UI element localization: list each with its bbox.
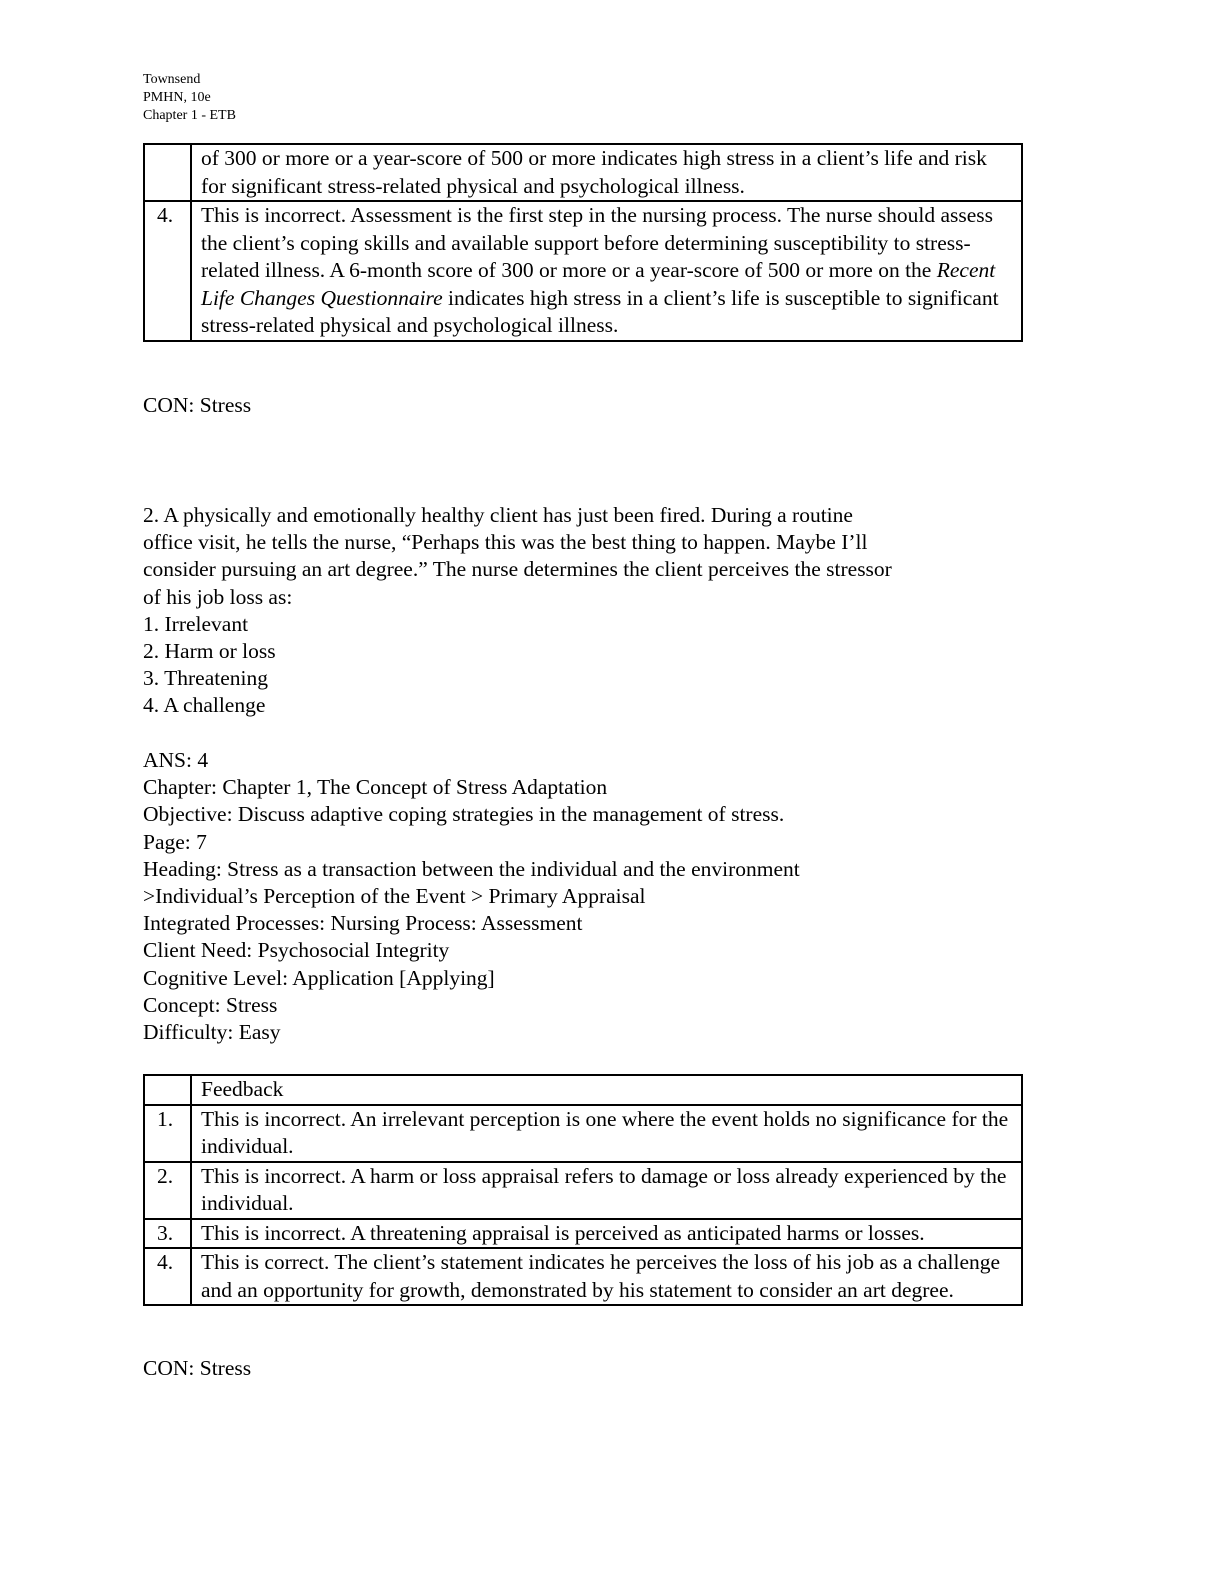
- row-number: 2.: [144, 1162, 191, 1219]
- heading-continued-line: >Individual’s Perception of the Event > Primary Appraisal: [143, 884, 646, 909]
- question-line: of his job loss as:: [143, 584, 293, 609]
- header-book: PMHN, 10e: [143, 90, 211, 105]
- header-author: Townsend: [143, 72, 201, 87]
- table-row: [144, 1162, 1022, 1219]
- client-need-line: Client Need: Psychosocial Integrity: [143, 938, 450, 963]
- answer-line: ANS: 4: [143, 748, 209, 772]
- row-feedback: This is correct. The client’s statement indicates he perceives the loss of his job as a challenge and an opportunity for growth, demonstrated by his statement to consider an art degree.: [191, 1248, 1022, 1305]
- heading-line: Heading: Stress as a transaction between the individual and the environment: [143, 856, 800, 881]
- objective-line: Objective: Discuss adaptive coping strategies in the management of stress.: [143, 802, 785, 827]
- feedback-table: [143, 1074, 1023, 1306]
- concept-line: [143, 392, 1043, 419]
- table-row: [144, 144, 1022, 201]
- row-number: 1.: [144, 1105, 191, 1162]
- question-line: office visit, he tells the nurse, “Perhaps this was the best thing to happen. Maybe I’ll: [143, 530, 868, 555]
- option-2: 2. Harm or loss: [143, 639, 276, 664]
- option-1: 1. Irrelevant: [143, 611, 249, 636]
- row-feedback: This is incorrect. An irrelevant perception is one where the event holds no significance for the individual.: [191, 1105, 1022, 1162]
- cognitive-level-line: Cognitive Level: Application [Applying]: [143, 965, 495, 990]
- row-number: 4.: [144, 1248, 191, 1305]
- questionnaire-title: Recent Life Changes Questionnaire: [201, 258, 996, 310]
- page-line: Page: 7: [143, 829, 207, 854]
- page-header: [143, 71, 236, 125]
- concept-text: CON: Stress: [143, 1356, 252, 1380]
- table-header-row: [144, 1075, 1022, 1105]
- previous-feedback-table: [143, 143, 1023, 342]
- concept-line: Concept: Stress: [143, 992, 278, 1017]
- feedback-header: Feedback: [191, 1075, 1022, 1105]
- concept-line: [143, 1355, 1043, 1382]
- table-row: [144, 1105, 1022, 1162]
- table-row: [144, 1219, 1022, 1249]
- row-feedback: This is incorrect. A harm or loss appraisal refers to damage or loss already experienced by the individual.: [191, 1162, 1022, 1219]
- table-row: [144, 1248, 1022, 1305]
- row-feedback: of 300 or more or a year-score of 500 or more indicates high stress in a client’s life and risk for significant stress-related physical and psychological illness.: [191, 144, 1022, 201]
- option-4: 4. A challenge: [143, 693, 266, 718]
- row-number: [144, 144, 191, 201]
- question-line: 2. A physically and emotionally healthy client has just been fired. During a routine: [143, 503, 853, 527]
- integrated-processes-line: Integrated Processes: Nursing Process: Assessment: [143, 911, 583, 936]
- feedback-text-part: This is incorrect. Assessment is the first step in the nursing process. The nurse should assess the client’s coping skills and available support before determining susceptibility to stress-related illness. A 6-month score of 300 or more or a year-score of 500 or more on the: [201, 203, 994, 282]
- option-3: 3. Threatening: [143, 666, 268, 691]
- difficulty-line: Difficulty: Easy: [143, 1020, 281, 1045]
- answer-metadata: [143, 747, 1043, 1046]
- header-chapter: Chapter 1 - ETB: [143, 108, 236, 123]
- row-feedback: This is incorrect. A threatening appraisal is perceived as anticipated harms or losses.: [191, 1219, 1022, 1249]
- question-line: consider pursuing an art degree.” The nurse determines the client perceives the stressor: [143, 557, 892, 582]
- row-number: 4.: [144, 201, 191, 341]
- question-block: [143, 502, 1043, 720]
- row-feedback: [191, 201, 1022, 341]
- feedback-text-part: indicates high stress in a client’s life is susceptible to significant stress-related physical and psychological illness.: [201, 285, 999, 337]
- concept-text: CON: Stress: [143, 393, 252, 417]
- chapter-line: Chapter: Chapter 1, The Concept of Stress Adaptation: [143, 775, 608, 800]
- header-blank-cell: [144, 1075, 191, 1105]
- table-row: [144, 201, 1022, 341]
- row-number: 3.: [144, 1219, 191, 1249]
